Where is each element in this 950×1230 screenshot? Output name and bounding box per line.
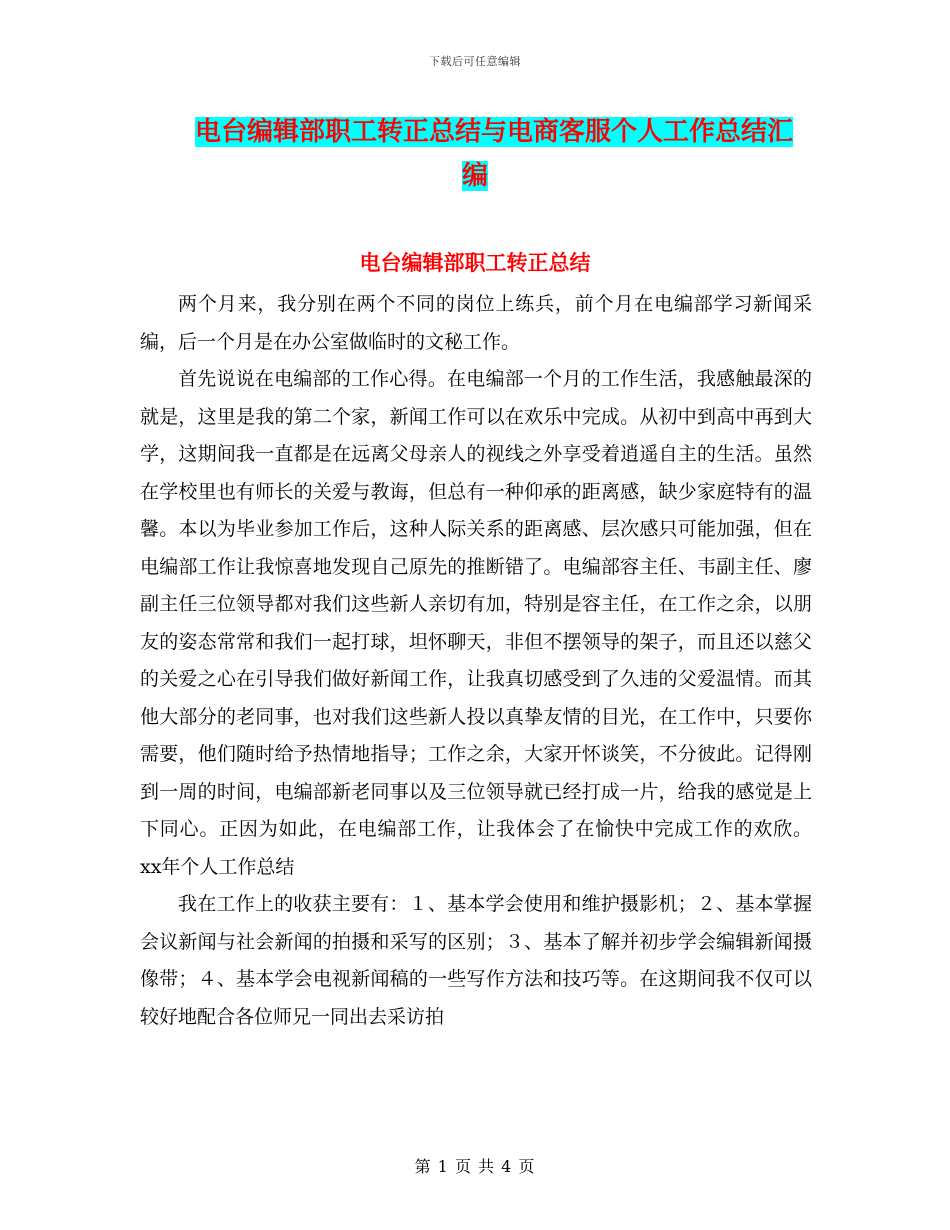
paragraph: 两个月来，我分别在两个不同的岗位上练兵，前个月在电编部学习新闻采编，后一个月是在办公室做临时的文秘工作。 xyxy=(140,293,812,353)
page-number-footer: 第 1 页 共 4 页 xyxy=(414,1157,536,1176)
document-title-line-2: 编 xyxy=(462,161,489,191)
paragraph: 首先说说在电编部的工作心得。在电编部一个月的工作生活，我感触最深的就是，这里是我的第二个家，新闻工作可以在欢乐中完成。从初中到高中再到大学，这期间我一直都是在远离父母亲人的视线之外享受着逍遥自主的生活。虽然在学校里也有师长的关爱与教诲，但总有一种仰承的距离感，缺少家庭特有的温馨。本以为毕业参加工作后，这种人际关系的距离感、层次感只可能加强，但在电编部工作让我惊喜地发现自己原先的推断错了。电编部容主任、韦副主任、廖副主任三位领导都对我们这些新人亲切有加，特别是容主任，在工作之余，以朋友的姿态常常和我们一起打球，坦怀聊天，非但不摆领导的架子，而且还以慈父的关爱之心在引导我们做好新闻工作，让我真切感受到了久违的父爱温情。而其他大部分的老同事，也对我们这些新人投以真挚友情的目光，在工作中，只要你需要，他们随时给予热情地指导；工作之余，大家开怀谈笑，不分彼此。记得刚到一周的时间，电编部新老同事以及三位领导就已经打成一片，给我的感觉是上下同心。正因为如此，在电编部工作，让我体会了在愉快中完成工作的欢欣。 xx年个人工作总结 xyxy=(140,368,812,878)
page-header-note: 下载后可任意编辑 xyxy=(429,55,521,68)
section-title: 电台编辑部职工转正总结 xyxy=(359,251,591,275)
paragraph: 我在工作上的收获主要有：１、基本学会使用和维护摄影机；２、基本掌握会议新闻与社会新闻的拍摄和采写的区别；３、基本了解并初步学会编辑新闻摄像带；４、基本学会电视新闻稿的一些写作方法和技巧等。在这期间我不仅可以较好地配合各位师兄一同出去采访拍 xyxy=(140,893,812,1028)
document-body xyxy=(140,286,812,1036)
document-title xyxy=(140,110,810,198)
document-title-line-1: 电台编辑部职工转正总结与电商客服个人工作总结汇 xyxy=(195,117,794,147)
